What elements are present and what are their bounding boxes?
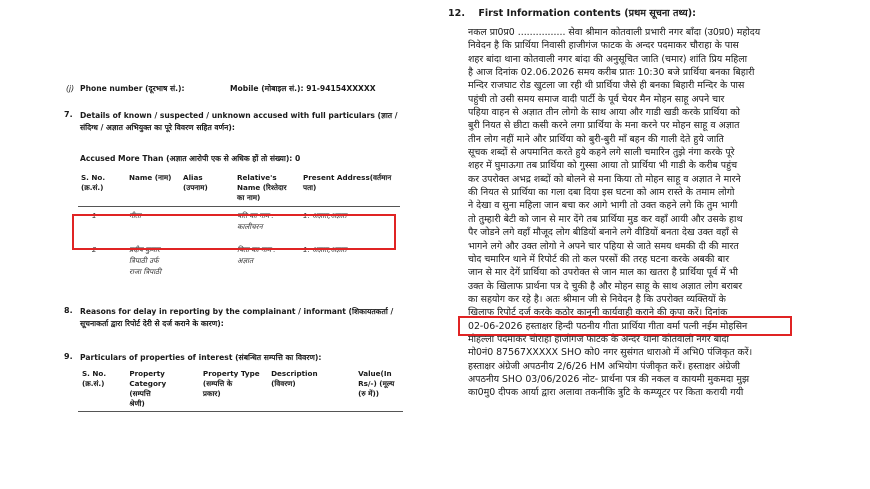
section-8-title-line: Reasons for delay in reporting by the complainant / informant (शिकायतकर्ता /	[80, 307, 394, 316]
fir-text-line: का0मु0 दीपक आर्या द्वारा अलावा तकनीकि त्रुटि के कम्प्यूटर पर किता करायी गयी	[468, 387, 744, 399]
fir-text-line: पैर जोडने लगे वहाँ मौजूद लोग बीडियों बनाने लगे वीडियों बनता देख उक्त वहाँ से	[468, 227, 739, 239]
mobile-field	[230, 84, 376, 94]
fir-text-line: मन्दिर राजघाट रोड खुटला जा रही थी प्रार्थिया जैसे ही बनका बिहारी मन्दिर के पास	[468, 80, 745, 92]
fir-text-line: बुरी नियत से छीटा कसी करने लगा प्रार्थिया के मना करने पर मोहन साहू व अज्ञात	[468, 120, 740, 132]
header-value: Value(In Rs/-) (मूल्य (रु में))	[358, 369, 395, 398]
fir-text-line: नकल प्रा0प्र0 ................ सेवा श्रीमान कोतवाली प्रभारी नगर बाँदा (उ0प्र0) महोदय	[468, 27, 761, 38]
highlight-box-signature-line	[458, 316, 792, 336]
row-sno: 1	[92, 211, 97, 220]
row-relative: पति का नाम : कालीचरन	[237, 211, 274, 231]
section-8-number: 8.	[64, 306, 73, 315]
fir-text-line: 02-06-2026 हस्ताक्षर हिन्दी पठनीय गीता प्रार्थिया गीता वर्मा पत्नी नईम मोहसिन	[468, 320, 748, 332]
section-12-title: First Information contents (प्रथम सूचना तथ्य):	[478, 8, 696, 19]
fir-text-line: सूचक शब्दों से अपमानित करते हुये कहने लगे साली चमारिन तुझे नंगा करके पूरे	[468, 147, 735, 159]
property-table	[78, 367, 403, 412]
fir-text-line: कर उपरोक्त अभद्र शब्दों को बोलने से मना किया तो मोहन साहू व अज्ञात ने मारने	[468, 173, 741, 185]
section-7-number: 7.	[64, 110, 73, 119]
header-relative: Relative's Name (रिश्तेदार का नाम)	[237, 173, 287, 202]
fir-text-line: तो तुम्हारी बेटी को जान से मार देंगे तब प्रार्थिया मुड कर वहाँ आयी और उसके हाथ	[468, 213, 743, 225]
section-8-title	[80, 306, 393, 330]
fir-text-line: अपठनीय SHO 03/06/2026 नोट- प्रार्थना पत्र की नकल व कायमी मुकमदा मुझ	[468, 373, 750, 385]
section-7-title-line: Details of known / suspected / unknown accused with full particulars (ज्ञात /	[80, 111, 398, 120]
row-address: 1. अज्ञात,अज्ञात	[303, 211, 347, 220]
section-9-title: Particulars of properties of interest (संबन्धित सम्पत्ति का विवरण):	[80, 353, 322, 362]
fir-text-line: निवेदन है कि प्रार्थिया निवासी हाजीगंज फाटक के अन्दर पदमाकर चौराहा के पास	[468, 40, 739, 52]
section-9-number: 9.	[64, 352, 73, 361]
section-8-title-line: सूचनाकर्ता द्वारा रिपोर्ट देरी से दर्ज कराने के कारण):	[80, 319, 224, 328]
fir-text-line: खिलाफ रिपोर्ट दर्ज करके कठोर कानूनी कार्यवाही कराने की कृपा करें। दिनांक	[468, 307, 728, 319]
fir-contents-right-page	[448, 0, 858, 489]
item-marker: (j)	[66, 84, 75, 93]
fir-text-line: चोद चमारिन थाने में रिपोर्ट की तो कल परसों की तरह घटना करके अबकी बार	[468, 253, 730, 265]
section-7-title-line: संदिग्ध / अज्ञात अभियुक्त का पूरे विवरण सहित वर्णन):	[80, 123, 235, 132]
row-sno: 2	[92, 245, 97, 254]
row-name: प्रदीप कुमार त्रिपाठी उर्फ राजा त्रिपाठी	[129, 245, 162, 276]
highlight-box-accused-row	[72, 214, 396, 250]
fir-text-line: शहर बांदा थाना कोतवाली नगर बांदा की अनुसूचित जाति (चमार) शांति प्रिय महिला	[468, 53, 748, 65]
property-table-header	[78, 367, 403, 412]
phone-number-row	[66, 84, 400, 94]
fir-text-line: है आज दिनांक 02.06.2026 समय करीब प्रातः 10:30 बजे प्रार्थिया बनका बिहारी	[468, 67, 755, 79]
first-information-text	[468, 26, 848, 400]
fir-text-line: पहिया वाहन से अज्ञात तीन लोगो के साथ आया और गाडी खडी करके प्रार्थिया को	[468, 107, 740, 119]
accused-more-than-label: Accused More Than (अज्ञात आरोपी एक से अधिक हों तो संख्या):	[80, 154, 293, 163]
fir-text-line: का सहयोग कर रहे है। अतः श्रीमान जी से निवेदन है कि उपरोक्त व्यक्तियों के	[468, 293, 726, 305]
header-description: Description (विवरण)	[271, 369, 318, 388]
fir-text-line: मोहल्ला पदमाकर चौराहा हाजीगंज फाटक के अन्दर थाना कोतवाली नगर बादा	[468, 333, 729, 345]
fir-text-line: जान से मार देगें प्रार्थिया को उपरोक्त से जान माल का खतरा है प्रार्थिया पूर्व में भी	[468, 267, 738, 279]
header-property-category: Property Category (सम्पत्ति श्रेणी)	[129, 369, 167, 408]
phone-label: Phone number (दूरभाष सं.):	[80, 84, 185, 93]
fir-text-line: मो0नं0 87567XXXXX SHO को0 नगर सुसंगत धाराओ में अभि0 पंजिकृत करें।	[468, 347, 753, 359]
section-12-number: 12.	[448, 8, 465, 19]
fir-text-line: तीन लोग नहीं माने और प्रार्थिया को बुरी-बुरी माँ बहन की गाली देते हुये जाति	[468, 133, 724, 145]
header-address: Present Address(वर्तमान पता)	[303, 173, 392, 192]
accused-table-header	[78, 170, 400, 207]
fir-text-line: पहुंची तो उसी समय समाज वादी पार्टी के पूर्व चेयर मैन मोहन साहू अपने चार	[468, 93, 725, 105]
header-sno: S. No. (क्र.सं.)	[82, 369, 107, 388]
row-relative: पिता का नाम : अज्ञात	[237, 245, 276, 265]
accused-more-than-value: 0	[295, 154, 301, 163]
fir-form-left-page	[58, 0, 403, 489]
mobile-label: Mobile (मोबाइल सं.):	[230, 84, 304, 93]
fir-text-line: शहर में घुमाऊगा तब प्रार्थिया को गुस्सा आया तो प्रार्थिया भी गाडी के करीब पहुंच	[468, 160, 738, 172]
section-7-title	[80, 110, 398, 134]
header-alias: Alias (उपनाम)	[183, 173, 208, 192]
fir-text-line: की नियत से प्रार्थिया का गला दबा दिया इस घटना को आम रास्ते के तमाम लोगो	[468, 187, 735, 199]
fir-text-line: हस्ताक्षर अंग्रेजी अपठनीय 2/6/26 HM अभियोग पंजीकृत करें। हस्ताक्षर अंग्रेजी	[468, 360, 740, 372]
section-12-heading	[448, 6, 696, 19]
fir-text-line: भागने लगे और उक्त लोगो ने अपने चार पहिया से जाते समय धमकी दी की मारत	[468, 240, 739, 252]
mobile-value: 91-94154XXXXX	[306, 84, 376, 93]
header-sno: S. No. (क्र.सं.)	[81, 173, 106, 192]
header-name: Name (नाम)	[129, 173, 172, 182]
row-name: गीता	[129, 211, 141, 220]
accused-more-than	[80, 154, 300, 164]
row-address: 1. अज्ञात,अज्ञात	[303, 245, 347, 254]
header-property-type: Property Type (सम्पत्ति के प्रकार)	[202, 369, 260, 398]
fir-text-line: उक्त के खिलाफ प्रार्थना पत्र दे चुकी है और मोहन साहू के साथ अज्ञात लोग बराबर	[468, 280, 743, 292]
fir-text-line: ने देखा व सुना महिला जान बचा कर आगे भागी तो उक्त कहने लगे कि तुम भागी	[468, 200, 738, 212]
